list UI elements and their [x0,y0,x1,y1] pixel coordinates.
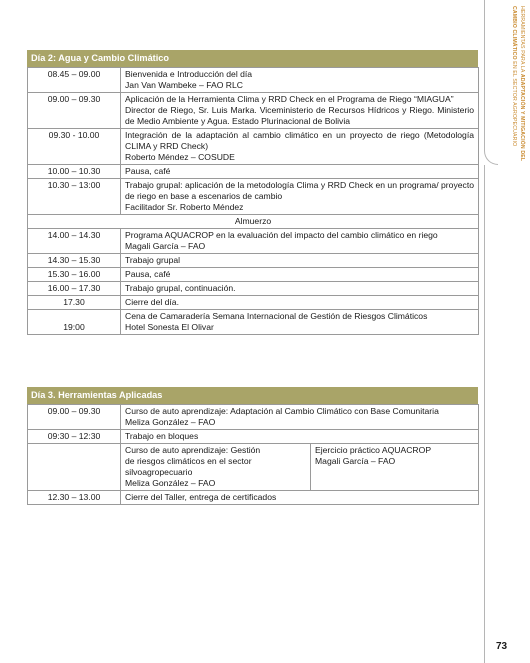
time-cell: 14.30 – 15.30 [28,254,121,268]
activity-line: Hotel Sonesta El Olivar [125,322,214,332]
table-row [28,296,479,310]
activity-cell [121,268,479,282]
time-cell: 12.30 – 13.00 [28,491,121,505]
activity-cell: Trabajo en bloques [121,430,479,444]
page-number: 73 [496,641,508,652]
time-cell: 17.30 [28,296,121,310]
day2-title: Día 2: Agua y Cambio Climático [27,50,478,67]
activity-line: Cierre del día. [125,297,179,307]
side-frame-line [484,0,498,165]
activity-cell [121,282,479,296]
activity-line: Curso de auto aprendizaje: Gestión [125,445,261,455]
activity-cell [121,165,479,179]
time-cell: 09:30 – 12:30 [28,430,121,444]
running-header-bold-1: ADAPTACIÓN Y MITIGACIÓN DEL [519,73,525,162]
time-cell: 09.00 – 09.30 [28,93,121,129]
activity-line: Roberto Méndez – COSUDE [125,152,235,162]
table-row [28,179,479,215]
activity-line: Bienvenida e Introducción del día [125,69,253,79]
lunch-row [28,215,479,229]
activity-line: Trabajo grupal [125,255,181,265]
activity-cell [121,310,479,335]
activity-line: Facilitador Sr. Roberto Méndez [125,202,244,212]
activity-line: Programa AQUACROP en la evaluación del impacto del cambio climático en riego [125,230,438,240]
parallel-session-right [311,444,479,491]
running-header-suffix: EN EL SECTOR AGROPECUARIO [511,59,517,147]
time-cell: 16.00 – 17.30 [28,282,121,296]
day2-table [27,67,479,335]
activity-cell [121,129,479,165]
time-cell: 09.00 – 09.30 [28,405,121,430]
activity-line: Cena de Camaradería Semana Internacional de Gestión de Riesgos Climáticos [125,311,428,321]
day2-schedule [27,50,478,335]
table-row [28,491,479,505]
activity-cell [121,254,479,268]
table-row [28,405,479,430]
running-header-bold-2: CAMBIO CLIMÁTICO [511,6,517,60]
activity-line: Magali García – FAO [125,241,206,251]
parallel-session-left [121,444,311,491]
time-cell: 19:00 [28,310,121,335]
activity-line: Integración de la adaptación al cambio climático en un proyecto de riego (Metodología CLIMA y RRD Check) [125,130,474,151]
table-row [28,165,479,179]
day3-schedule [27,387,478,505]
table-row [28,268,479,282]
activity-line: Magali García – FAO [315,456,396,466]
activity-line: Director de Riego, Sr. Luis Marka. Viceministerio de Recursos Hídricos y Riego. Ministerio de Medio Ambiente y Agua. Estado Plurinacional de Bolivia [125,105,474,126]
table-row [28,229,479,254]
activity-line: Trabajo grupal: aplicación de la metodología Clima y RRD Check en un programa/ proyecto de riego en base a escenarios de cambio [125,180,474,201]
time-cell: 09.30 - 10.00 [28,129,121,165]
table-row [28,444,479,491]
activity-line: Curso de auto aprendizaje: Adaptación al Cambio Climático con Base Comunitaria [125,406,439,416]
activity-line: Meliza González – FAO [125,478,216,488]
table-row [28,430,479,444]
table-row [28,310,479,335]
activity-line: Trabajo grupal, continuación. [125,283,236,293]
running-header-prefix: HERRAMIENTAS PARA LA [519,6,525,74]
time-cell: 15.30 – 16.00 [28,268,121,282]
activity-line: Pausa, café [125,269,171,279]
activity-cell [121,229,479,254]
time-cell: 08.45 – 09.00 [28,68,121,93]
day3-table [27,404,479,505]
time-cell: 14.00 – 14.30 [28,229,121,254]
table-row [28,282,479,296]
side-frame-line-lower [484,165,485,663]
activity-line: Pausa, café [125,166,171,176]
day3-title: Día 3. Herramientas Aplicadas [27,387,478,404]
table-row [28,129,479,165]
time-cell-empty [28,444,121,491]
table-row [28,254,479,268]
activity-cell [121,405,479,430]
lunch-label: Almuerzo [28,215,479,229]
activity-line: Meliza González – FAO [125,417,216,427]
activity-cell [121,68,479,93]
activity-line: Ejercicio práctico AQUACROP [315,445,432,455]
activity-line: de riesgos climáticos en el sector [125,456,252,466]
running-header [502,6,526,236]
time-cell: 10.00 – 10.30 [28,165,121,179]
activity-cell: Cierre del Taller, entrega de certificados [121,491,479,505]
activity-line: Aplicación de la Herramienta Clima y RRD Check en el Programa de Riego “MIAGUA” [125,94,454,104]
activity-cell [121,296,479,310]
time-cell: 10.30 – 13:00 [28,179,121,215]
activity-cell [121,179,479,215]
activity-line: silvoagropecuario [125,467,193,477]
activity-cell [121,93,479,129]
activity-line: Jan Van Wambeke – FAO RLC [125,80,243,90]
table-row [28,68,479,93]
table-row [28,93,479,129]
